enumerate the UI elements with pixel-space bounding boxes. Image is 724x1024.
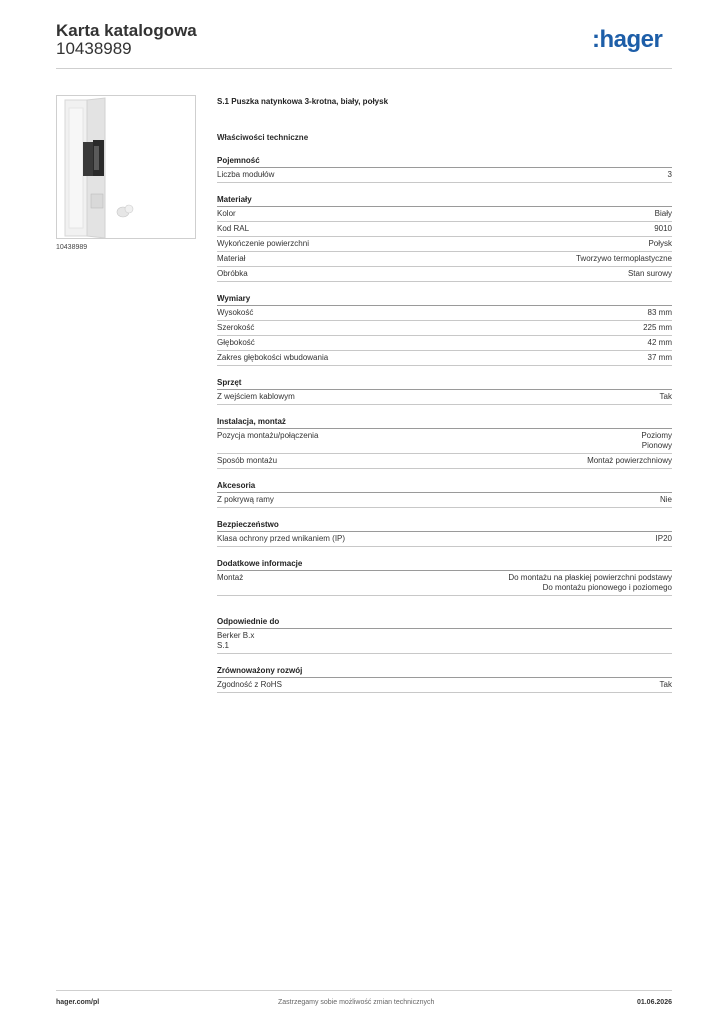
spec-row <box>217 351 672 366</box>
spec-value-line: Do montażu pionowego i poziomego <box>542 583 672 592</box>
spec-label: Kod RAL <box>217 224 250 233</box>
spec-row <box>217 493 672 508</box>
spec-row <box>217 678 672 693</box>
section-heading-bezpieczenstwo: Bezpieczeństwo <box>217 519 672 532</box>
spec-label: Szerokość <box>217 323 255 332</box>
footer-divider <box>56 990 672 991</box>
section-heading-akcesoria: Akcesoria <box>217 480 672 493</box>
properties-heading: Właściwości techniczne <box>217 133 309 142</box>
spec-value: Połysk <box>648 239 672 248</box>
spec-label: Montaż <box>217 573 244 582</box>
spec-row <box>217 267 672 282</box>
section-heading-materialy: Materiały <box>217 194 672 207</box>
spec-row <box>217 336 672 351</box>
spec-row <box>217 321 672 336</box>
header-divider <box>56 68 672 69</box>
compatible-item: S.1 <box>217 641 230 650</box>
spec-value: Biały <box>654 209 672 218</box>
spec-row <box>217 571 672 596</box>
spec-label: Pozycja montażu/połączenia <box>217 431 319 440</box>
spec-label: Wykończenie powierzchni <box>217 239 309 248</box>
spec-row <box>217 252 672 267</box>
spec-label: Kolor <box>217 209 236 218</box>
hager-logo: :hager <box>592 26 663 53</box>
spec-label: Liczba modułów <box>217 170 275 179</box>
document-id: 10438989 <box>56 39 132 58</box>
section-heading-dodatkowe: Dodatkowe informacje <box>217 558 672 571</box>
spec-value-multiline <box>508 573 672 593</box>
page-title: Karta katalogowa <box>56 21 197 40</box>
footer-date: 01.06.2026 <box>636 999 672 1006</box>
spec-label: Sposób montażu <box>217 456 278 465</box>
section-heading-odpowiednie: Odpowiednie do <box>217 616 672 629</box>
spec-value-multiline <box>641 431 672 451</box>
spec-value: Nie <box>659 495 672 504</box>
footer-website: hager.com/pl <box>56 999 100 1006</box>
spec-content <box>217 97 672 693</box>
spec-row <box>217 168 672 183</box>
section-heading-zrownowazony: Zrównoważony rozwój <box>217 665 672 678</box>
spec-label: Z pokrywą ramy <box>217 495 274 504</box>
spec-row <box>217 306 672 321</box>
spec-label: Obróbka <box>217 269 248 278</box>
spec-value: 83 mm <box>647 308 672 317</box>
spec-row <box>217 429 672 454</box>
section-heading-pojemnosc: Pojemność <box>217 155 672 168</box>
spec-value: 9010 <box>654 224 672 233</box>
spec-value: IP20 <box>655 534 672 543</box>
spec-value: 3 <box>667 170 672 179</box>
section-heading-sprzet: Sprzęt <box>217 377 672 390</box>
spec-value: 37 mm <box>647 353 672 362</box>
spec-label: Materiał <box>217 254 246 263</box>
product-title: S.1 Puszka natynkowa 3-krotna, biały, połysk <box>217 97 389 106</box>
compatible-item: Berker B.x <box>217 631 255 640</box>
spec-value: 42 mm <box>647 338 672 347</box>
product-box-illustration <box>57 96 195 238</box>
spec-value: Tworzywo termoplastyczne <box>575 254 672 263</box>
spec-value: Tak <box>659 392 672 401</box>
spec-label: Głębokość <box>217 338 255 347</box>
spec-label: Z wejściem kablowym <box>217 392 295 401</box>
footer-notice: Zastrzegamy sobie możliwość zmian technicznych <box>278 999 435 1006</box>
spec-label: Klasa ochrony przed wnikaniem (IP) <box>217 534 346 543</box>
spec-row <box>217 222 672 237</box>
spec-value: Stan surowy <box>627 269 672 278</box>
spec-value-line: Pionowy <box>641 441 672 450</box>
compatible-list <box>217 629 672 654</box>
product-image <box>56 95 196 239</box>
spec-label: Zgodność z RoHS <box>217 680 282 689</box>
spec-row <box>217 390 672 405</box>
spec-row <box>217 237 672 252</box>
spec-value: Tak <box>659 680 672 689</box>
section-heading-instalacja: Instalacja, montaż <box>217 416 672 429</box>
spec-row <box>217 454 672 469</box>
spec-value: Montaż powierzchniowy <box>587 456 672 465</box>
spec-value-line: Do montażu na płaskiej powierzchni podstawy <box>508 573 672 582</box>
image-caption: 10438989 <box>56 244 88 251</box>
spec-label: Zakres głębokości wbudowania <box>217 353 329 362</box>
spec-row <box>217 532 672 547</box>
section-heading-wymiary: Wymiary <box>217 293 672 306</box>
spec-value-line: Poziomy <box>641 431 672 440</box>
spec-row <box>217 207 672 222</box>
spec-value: 225 mm <box>643 323 672 332</box>
spec-label: Wysokość <box>217 308 254 317</box>
